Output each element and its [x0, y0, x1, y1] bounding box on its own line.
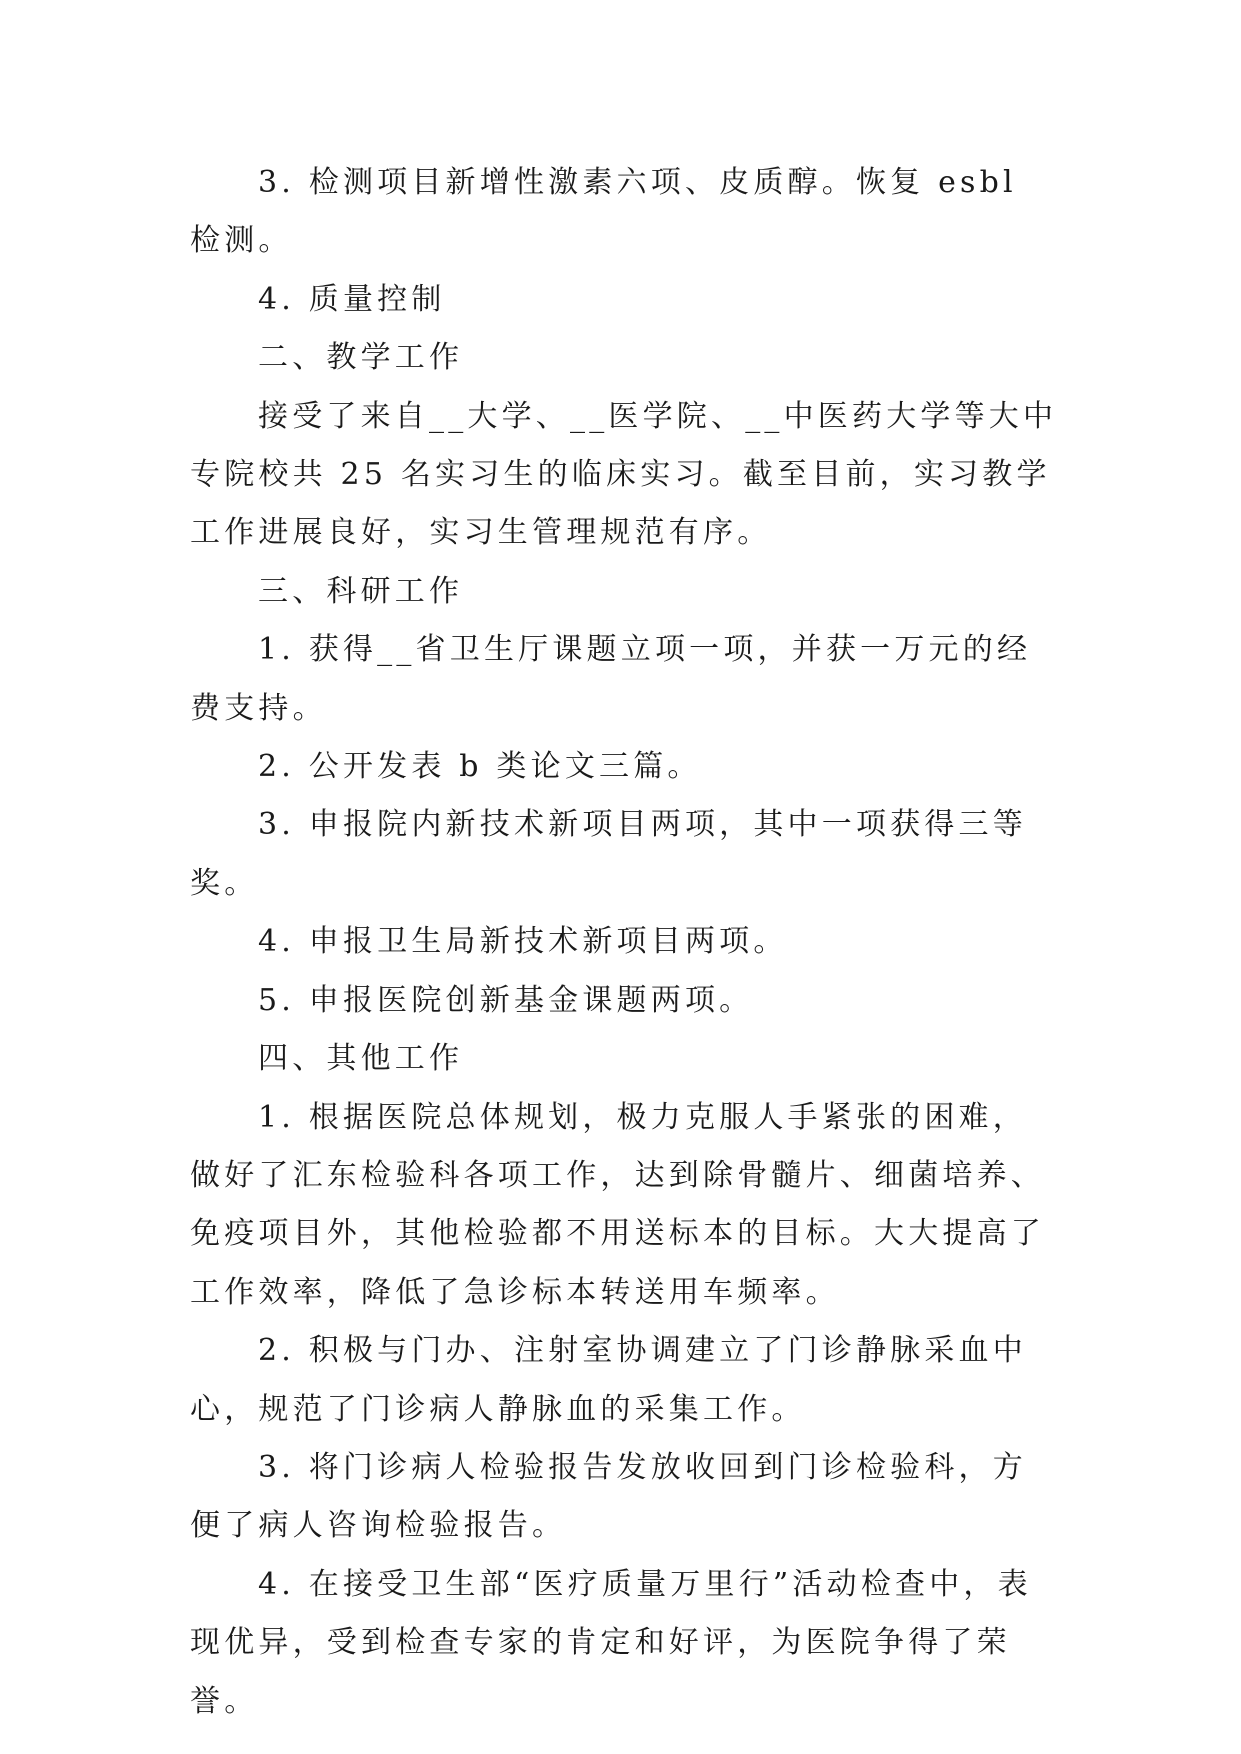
- section-heading-research: 三、科研工作: [258, 573, 464, 609]
- paragraph-innovation-fund: 5. 申报医院创新基金课题两项。: [258, 982, 754, 1018]
- paragraph-new-test-items: 3. 检测项目新增性激素六项、皮质醇。恢复 esbl 检测。: [190, 165, 1031, 259]
- paragraph-inspection: 4. 在接受卫生部“医疗质量万里行”活动检查中，表现优异，受到检查专家的肯定和好评，为医院争得了荣誉。: [190, 1566, 1032, 1719]
- paragraph-quality-control: 4. 质量控制: [258, 281, 446, 317]
- paragraph-internship: 接受了来自__大学、__医学院、__中医药大学等大中专院校共 25 名实习生的临床实习。截至目前，实习教学工作进展良好，实习生管理规范有序。: [190, 398, 1058, 551]
- paragraph-bureau-projects: 4. 申报卫生局新技术新项目两项。: [258, 924, 788, 960]
- paragraph-hospital-projects: 3. 申报院内新技术新项目两项，其中一项获得三等奖。: [190, 807, 1027, 901]
- section-heading-other: 四、其他工作: [258, 1041, 464, 1077]
- paragraph-report-distribution: 3. 将门诊病人检验报告发放收回到门诊检验科，方便了病人咨询检验报告。: [190, 1449, 1027, 1544]
- paragraph-publications: 2. 公开发表 b 类论文三篇。: [258, 749, 702, 785]
- paragraph-blood-collection: 2. 积极与门办、注射室协调建立了门诊静脉采血中心，规范了门诊病人静脉血的采集工作。: [190, 1333, 1027, 1427]
- paragraph-research-grant: 1. 获得__省卫生厅课题立项一项，并获一万元的经费支持。: [190, 632, 1032, 726]
- document-body: [190, 154, 1060, 1731]
- section-heading-teaching: 二、教学工作: [258, 340, 464, 376]
- paragraph-huidong-lab: 1. 根据医院总体规划，极力克服人手紧张的困难，做好了汇东检验科各项工作，达到除骨髓片、细菌培养、免疫项目外，其他检验都不用送标本的目标。大大提高了工作效率，降低了急诊标本转送用车频率。: [190, 1099, 1045, 1310]
